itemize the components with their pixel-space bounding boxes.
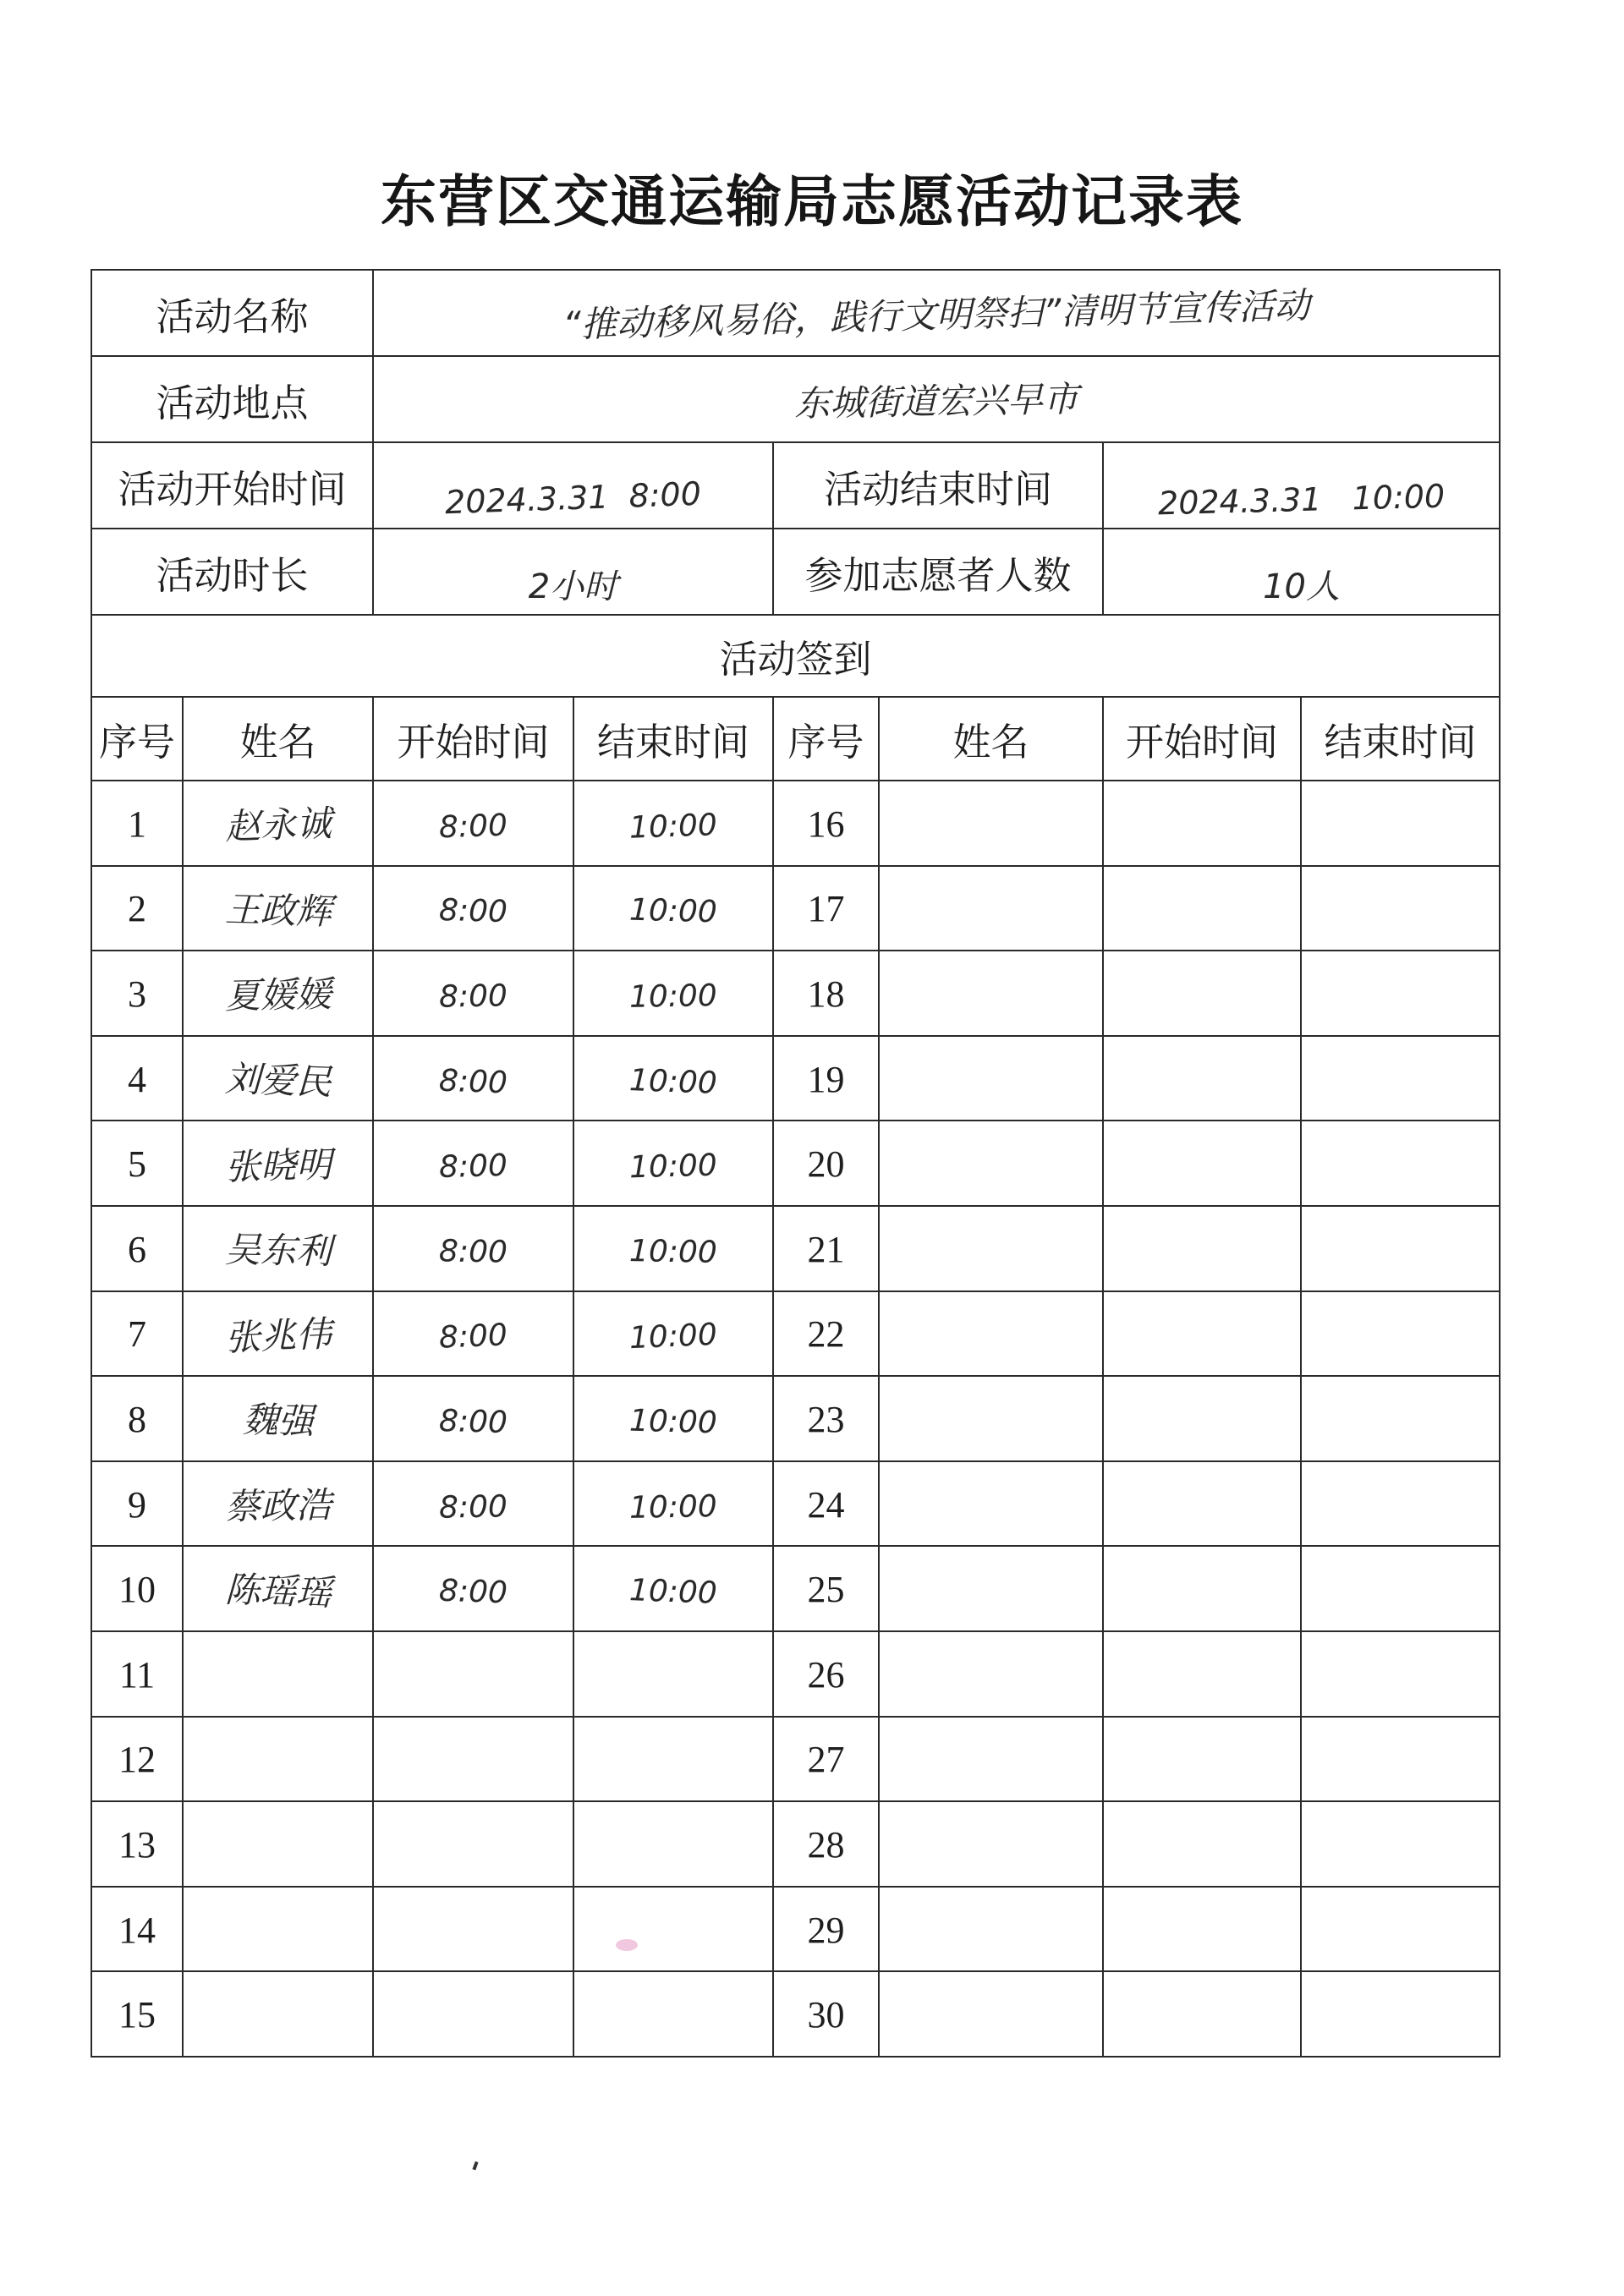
end-time-label: 活动结束时间 — [773, 442, 1103, 529]
start-time-text: 2024.3.31 8:00 — [444, 474, 702, 521]
table-row — [91, 866, 1500, 951]
seq-cell — [91, 951, 183, 1036]
start-time-cell — [373, 1461, 573, 1547]
seq-cell — [773, 866, 879, 951]
end-time-cell — [573, 781, 773, 866]
seq-cell — [91, 1206, 183, 1291]
duration-value — [373, 529, 773, 615]
ink-dot — [472, 2162, 478, 2171]
left-end-text: 10:00 — [628, 1233, 718, 1270]
activity-place-text: 东城街道宏兴早市 — [793, 378, 1079, 425]
seq-cell — [91, 1971, 183, 2057]
name-cell — [183, 1717, 373, 1802]
name-cell — [879, 781, 1103, 866]
end-time-cell — [573, 1717, 773, 1802]
name-cell — [183, 1631, 373, 1717]
end-time-cell — [1301, 1036, 1500, 1121]
seq-cell — [91, 1546, 183, 1631]
name-cell — [879, 1546, 1103, 1631]
start-time-cell — [1103, 1121, 1301, 1206]
duration-label: 活动时长 — [91, 529, 373, 615]
signin-section-label: 活动签到 — [91, 615, 1500, 697]
seq-cell — [773, 1546, 879, 1631]
left-name-text: 夏媛媛 — [224, 973, 332, 1017]
left-start-text: 8:00 — [438, 1318, 508, 1356]
seq-cell — [773, 1717, 879, 1802]
start-time-cell — [373, 1291, 573, 1377]
left-name-text: 张晓明 — [223, 1143, 332, 1188]
header-name: 姓名 — [183, 697, 373, 781]
name-cell — [879, 1461, 1103, 1547]
start-time-cell — [1103, 951, 1301, 1036]
start-time-cell — [373, 1206, 573, 1291]
seq-cell — [91, 1801, 183, 1887]
signin-header-row — [91, 697, 1500, 781]
start-time-cell — [1103, 1206, 1301, 1291]
header-end-time: 结束时间 — [1301, 697, 1500, 781]
end-time-cell — [1301, 1801, 1500, 1887]
seq-cell — [91, 866, 183, 951]
activity-place-label: 活动地点 — [91, 356, 373, 442]
right-seq-text: 30 — [807, 1994, 845, 2036]
left-start-text: 8:00 — [438, 808, 508, 846]
left-seq-text: 4 — [128, 1058, 146, 1100]
name-cell — [879, 1717, 1103, 1802]
table-row — [91, 1206, 1500, 1291]
end-time-cell — [573, 1206, 773, 1291]
left-name-text: 魏强 — [241, 1399, 315, 1443]
header-seq: 序号 — [91, 697, 183, 781]
left-start-text: 8:00 — [438, 1488, 508, 1526]
name-cell — [879, 1971, 1103, 2057]
start-time-cell — [1103, 1887, 1301, 1972]
left-seq-text: 11 — [118, 1653, 156, 1696]
left-seq-text: 10 — [118, 1569, 156, 1611]
right-seq-text: 25 — [807, 1569, 845, 1611]
name-cell — [183, 1036, 373, 1121]
end-time-cell — [1301, 1291, 1500, 1377]
right-seq-text: 20 — [807, 1143, 845, 1186]
left-end-text: 10:00 — [628, 978, 718, 1015]
table-row — [91, 1546, 1500, 1631]
start-time-cell — [1103, 866, 1301, 951]
left-end-text: 10:00 — [628, 807, 718, 846]
seq-cell — [91, 1121, 183, 1206]
end-time-cell — [573, 1801, 773, 1887]
header-start-time: 开始时间 — [1103, 697, 1301, 781]
seq-cell — [773, 1121, 879, 1206]
table-row — [91, 1376, 1500, 1461]
end-time-cell — [573, 1376, 773, 1461]
volunteer-count-text: 10人 — [1263, 567, 1340, 606]
name-cell — [183, 1546, 373, 1631]
left-start-text: 8:00 — [438, 1403, 508, 1441]
name-cell — [183, 781, 373, 866]
name-cell — [183, 1971, 373, 2057]
end-time-cell — [573, 1971, 773, 2057]
header-end-time: 结束时间 — [573, 697, 773, 781]
end-time-cell — [1301, 1461, 1500, 1547]
right-seq-text: 28 — [807, 1823, 845, 1866]
name-cell — [183, 951, 373, 1036]
start-time-cell — [1103, 781, 1301, 866]
end-time-value — [1103, 442, 1500, 529]
left-name-text: 蔡政浩 — [224, 1483, 332, 1528]
activity-name-row — [91, 270, 1500, 356]
right-seq-text: 26 — [807, 1653, 845, 1696]
left-seq-text: 3 — [128, 973, 146, 1015]
start-time-cell — [373, 1717, 573, 1802]
left-seq-text: 6 — [128, 1228, 146, 1270]
left-end-text: 10:00 — [628, 1062, 718, 1101]
start-time-cell — [373, 1546, 573, 1631]
left-start-text: 8:00 — [438, 1148, 508, 1186]
left-end-text: 10:00 — [628, 1488, 718, 1526]
name-cell — [879, 1801, 1103, 1887]
seq-cell — [773, 1291, 879, 1377]
left-end-text: 10:00 — [628, 1573, 718, 1611]
seq-cell — [773, 1801, 879, 1887]
table-row — [91, 1717, 1500, 1802]
right-seq-text: 17 — [807, 888, 845, 930]
ink-smudge — [616, 1939, 638, 1951]
table-row — [91, 1121, 1500, 1206]
end-time-cell — [573, 951, 773, 1036]
end-time-cell — [573, 1546, 773, 1631]
table-row — [91, 1631, 1500, 1717]
right-seq-text: 18 — [807, 973, 845, 1015]
start-time-cell — [1103, 1036, 1301, 1121]
name-cell — [879, 1376, 1103, 1461]
left-name-text: 陈瑶瑶 — [223, 1568, 332, 1614]
start-time-cell — [1103, 1461, 1301, 1547]
name-cell — [879, 1887, 1103, 1972]
end-time-cell — [1301, 1717, 1500, 1802]
left-seq-text: 2 — [128, 888, 146, 930]
name-cell — [183, 866, 373, 951]
left-seq-text: 5 — [128, 1143, 146, 1186]
left-name-text: 吴东利 — [224, 1229, 332, 1273]
left-end-text: 10:00 — [628, 893, 718, 930]
right-seq-text: 24 — [807, 1483, 845, 1526]
activity-name-value — [373, 270, 1500, 356]
right-seq-text: 29 — [807, 1909, 845, 1951]
right-seq-text: 19 — [807, 1058, 845, 1100]
end-time-cell — [1301, 1121, 1500, 1206]
table-row — [91, 1971, 1500, 2057]
right-seq-text: 22 — [807, 1313, 845, 1356]
header-seq: 序号 — [773, 697, 879, 781]
end-time-cell — [1301, 1887, 1500, 1972]
left-start-text: 8:00 — [438, 893, 508, 930]
left-seq-text: 12 — [118, 1739, 156, 1781]
volunteer-count-value — [1103, 529, 1500, 615]
table-row — [91, 951, 1500, 1036]
right-seq-text: 16 — [807, 803, 845, 845]
end-time-cell — [573, 1291, 773, 1377]
start-time-cell — [1103, 1546, 1301, 1631]
seq-cell — [91, 1376, 183, 1461]
end-time-cell — [1301, 781, 1500, 866]
name-cell — [879, 866, 1103, 951]
page-title: 东营区交通运输局志愿活动记录表 — [381, 168, 1243, 234]
activity-name-text: “推动移风易俗，践行文明祭扫”清明节宣传活动 — [562, 284, 1311, 346]
start-time-cell — [373, 1631, 573, 1717]
end-time-cell — [573, 1121, 773, 1206]
activity-place-row — [91, 356, 1500, 442]
start-time-cell — [373, 866, 573, 951]
start-time-cell — [373, 1971, 573, 2057]
start-time-cell — [1103, 1801, 1301, 1887]
seq-cell — [91, 1717, 183, 1802]
start-time-cell — [1103, 1971, 1301, 2057]
duration-text: 2小时 — [528, 567, 618, 606]
seq-cell — [91, 781, 183, 866]
end-time-cell — [573, 1461, 773, 1547]
name-cell — [183, 1206, 373, 1291]
end-time-cell — [1301, 1206, 1500, 1291]
seq-cell — [773, 1376, 879, 1461]
record-table — [91, 269, 1501, 2058]
start-time-cell — [373, 1801, 573, 1887]
start-time-cell — [373, 951, 573, 1036]
duration-row — [91, 529, 1500, 615]
name-cell — [183, 1121, 373, 1206]
left-name-text: 张兆伟 — [223, 1312, 332, 1359]
left-seq-text: 7 — [128, 1313, 146, 1356]
start-time-cell — [373, 1376, 573, 1461]
name-cell — [183, 1291, 373, 1377]
left-end-text: 10:00 — [628, 1318, 718, 1356]
table-row — [91, 1461, 1500, 1547]
seq-cell — [773, 1036, 879, 1121]
left-seq-text: 15 — [118, 1994, 156, 2036]
name-cell — [879, 1206, 1103, 1291]
seq-cell — [91, 1036, 183, 1121]
name-cell — [879, 1631, 1103, 1717]
name-cell — [879, 1291, 1103, 1377]
table-row — [91, 1801, 1500, 1887]
end-time-cell — [573, 1631, 773, 1717]
start-time-cell — [1103, 1717, 1301, 1802]
seq-cell — [773, 951, 879, 1036]
left-end-text: 10:00 — [628, 1403, 718, 1441]
left-start-text: 8:00 — [438, 1234, 508, 1270]
seq-cell — [91, 1291, 183, 1377]
name-cell — [879, 951, 1103, 1036]
end-time-cell — [573, 1036, 773, 1121]
end-time-text: 2024.3.31 10:00 — [1157, 477, 1446, 522]
end-time-cell — [1301, 1971, 1500, 2057]
name-cell — [183, 1801, 373, 1887]
start-time-cell — [373, 1036, 573, 1121]
left-seq-text: 13 — [118, 1823, 156, 1866]
seq-cell — [773, 1461, 879, 1547]
seq-cell — [91, 1887, 183, 1972]
table-row — [91, 781, 1500, 866]
left-seq-text: 8 — [128, 1398, 146, 1440]
table-row — [91, 1036, 1500, 1121]
end-time-cell — [573, 866, 773, 951]
header-name: 姓名 — [879, 697, 1103, 781]
left-name-text: 赵永诚 — [223, 803, 332, 848]
start-time-cell — [1103, 1631, 1301, 1717]
left-name-text: 王政辉 — [223, 888, 332, 933]
start-time-cell — [373, 781, 573, 866]
table-row — [91, 1291, 1500, 1377]
left-start-text: 8:00 — [438, 1573, 508, 1611]
start-time-cell — [1103, 1376, 1301, 1461]
left-start-text: 8:00 — [438, 1063, 508, 1100]
right-seq-text: 21 — [807, 1228, 845, 1270]
seq-cell — [91, 1461, 183, 1547]
activity-name-label: 活动名称 — [91, 270, 373, 356]
table-row — [91, 1887, 1500, 1972]
seq-cell — [773, 781, 879, 866]
seq-cell — [773, 1887, 879, 1972]
volunteer-count-label: 参加志愿者人数 — [773, 529, 1103, 615]
right-seq-text: 27 — [807, 1739, 845, 1781]
right-seq-text: 23 — [807, 1398, 845, 1440]
name-cell — [879, 1036, 1103, 1121]
name-cell — [183, 1461, 373, 1547]
activity-place-value — [373, 356, 1500, 442]
start-time-cell — [1103, 1291, 1301, 1377]
end-time-cell — [1301, 1546, 1500, 1631]
seq-cell — [773, 1971, 879, 2057]
left-start-text: 8:00 — [438, 978, 508, 1015]
header-start-time: 开始时间 — [373, 697, 573, 781]
left-seq-text: 9 — [128, 1483, 146, 1526]
end-time-cell — [1301, 951, 1500, 1036]
left-seq-text: 14 — [118, 1909, 156, 1951]
start-time-value — [373, 442, 773, 529]
seq-cell — [773, 1206, 879, 1291]
end-time-cell — [1301, 1631, 1500, 1717]
start-time-label: 活动开始时间 — [91, 442, 373, 529]
left-name-text: 刘爱民 — [223, 1057, 332, 1104]
left-seq-text: 1 — [128, 803, 146, 845]
left-end-text: 10:00 — [628, 1148, 718, 1186]
signin-section-row — [91, 615, 1500, 697]
start-time-cell — [373, 1887, 573, 1972]
end-time-cell — [573, 1887, 773, 1972]
end-time-cell — [1301, 866, 1500, 951]
activity-time-row — [91, 442, 1500, 529]
end-time-cell — [1301, 1376, 1500, 1461]
seq-cell — [773, 1631, 879, 1717]
name-cell — [183, 1887, 373, 1972]
seq-cell — [91, 1631, 183, 1717]
start-time-cell — [373, 1121, 573, 1206]
name-cell — [183, 1376, 373, 1461]
name-cell — [879, 1121, 1103, 1206]
